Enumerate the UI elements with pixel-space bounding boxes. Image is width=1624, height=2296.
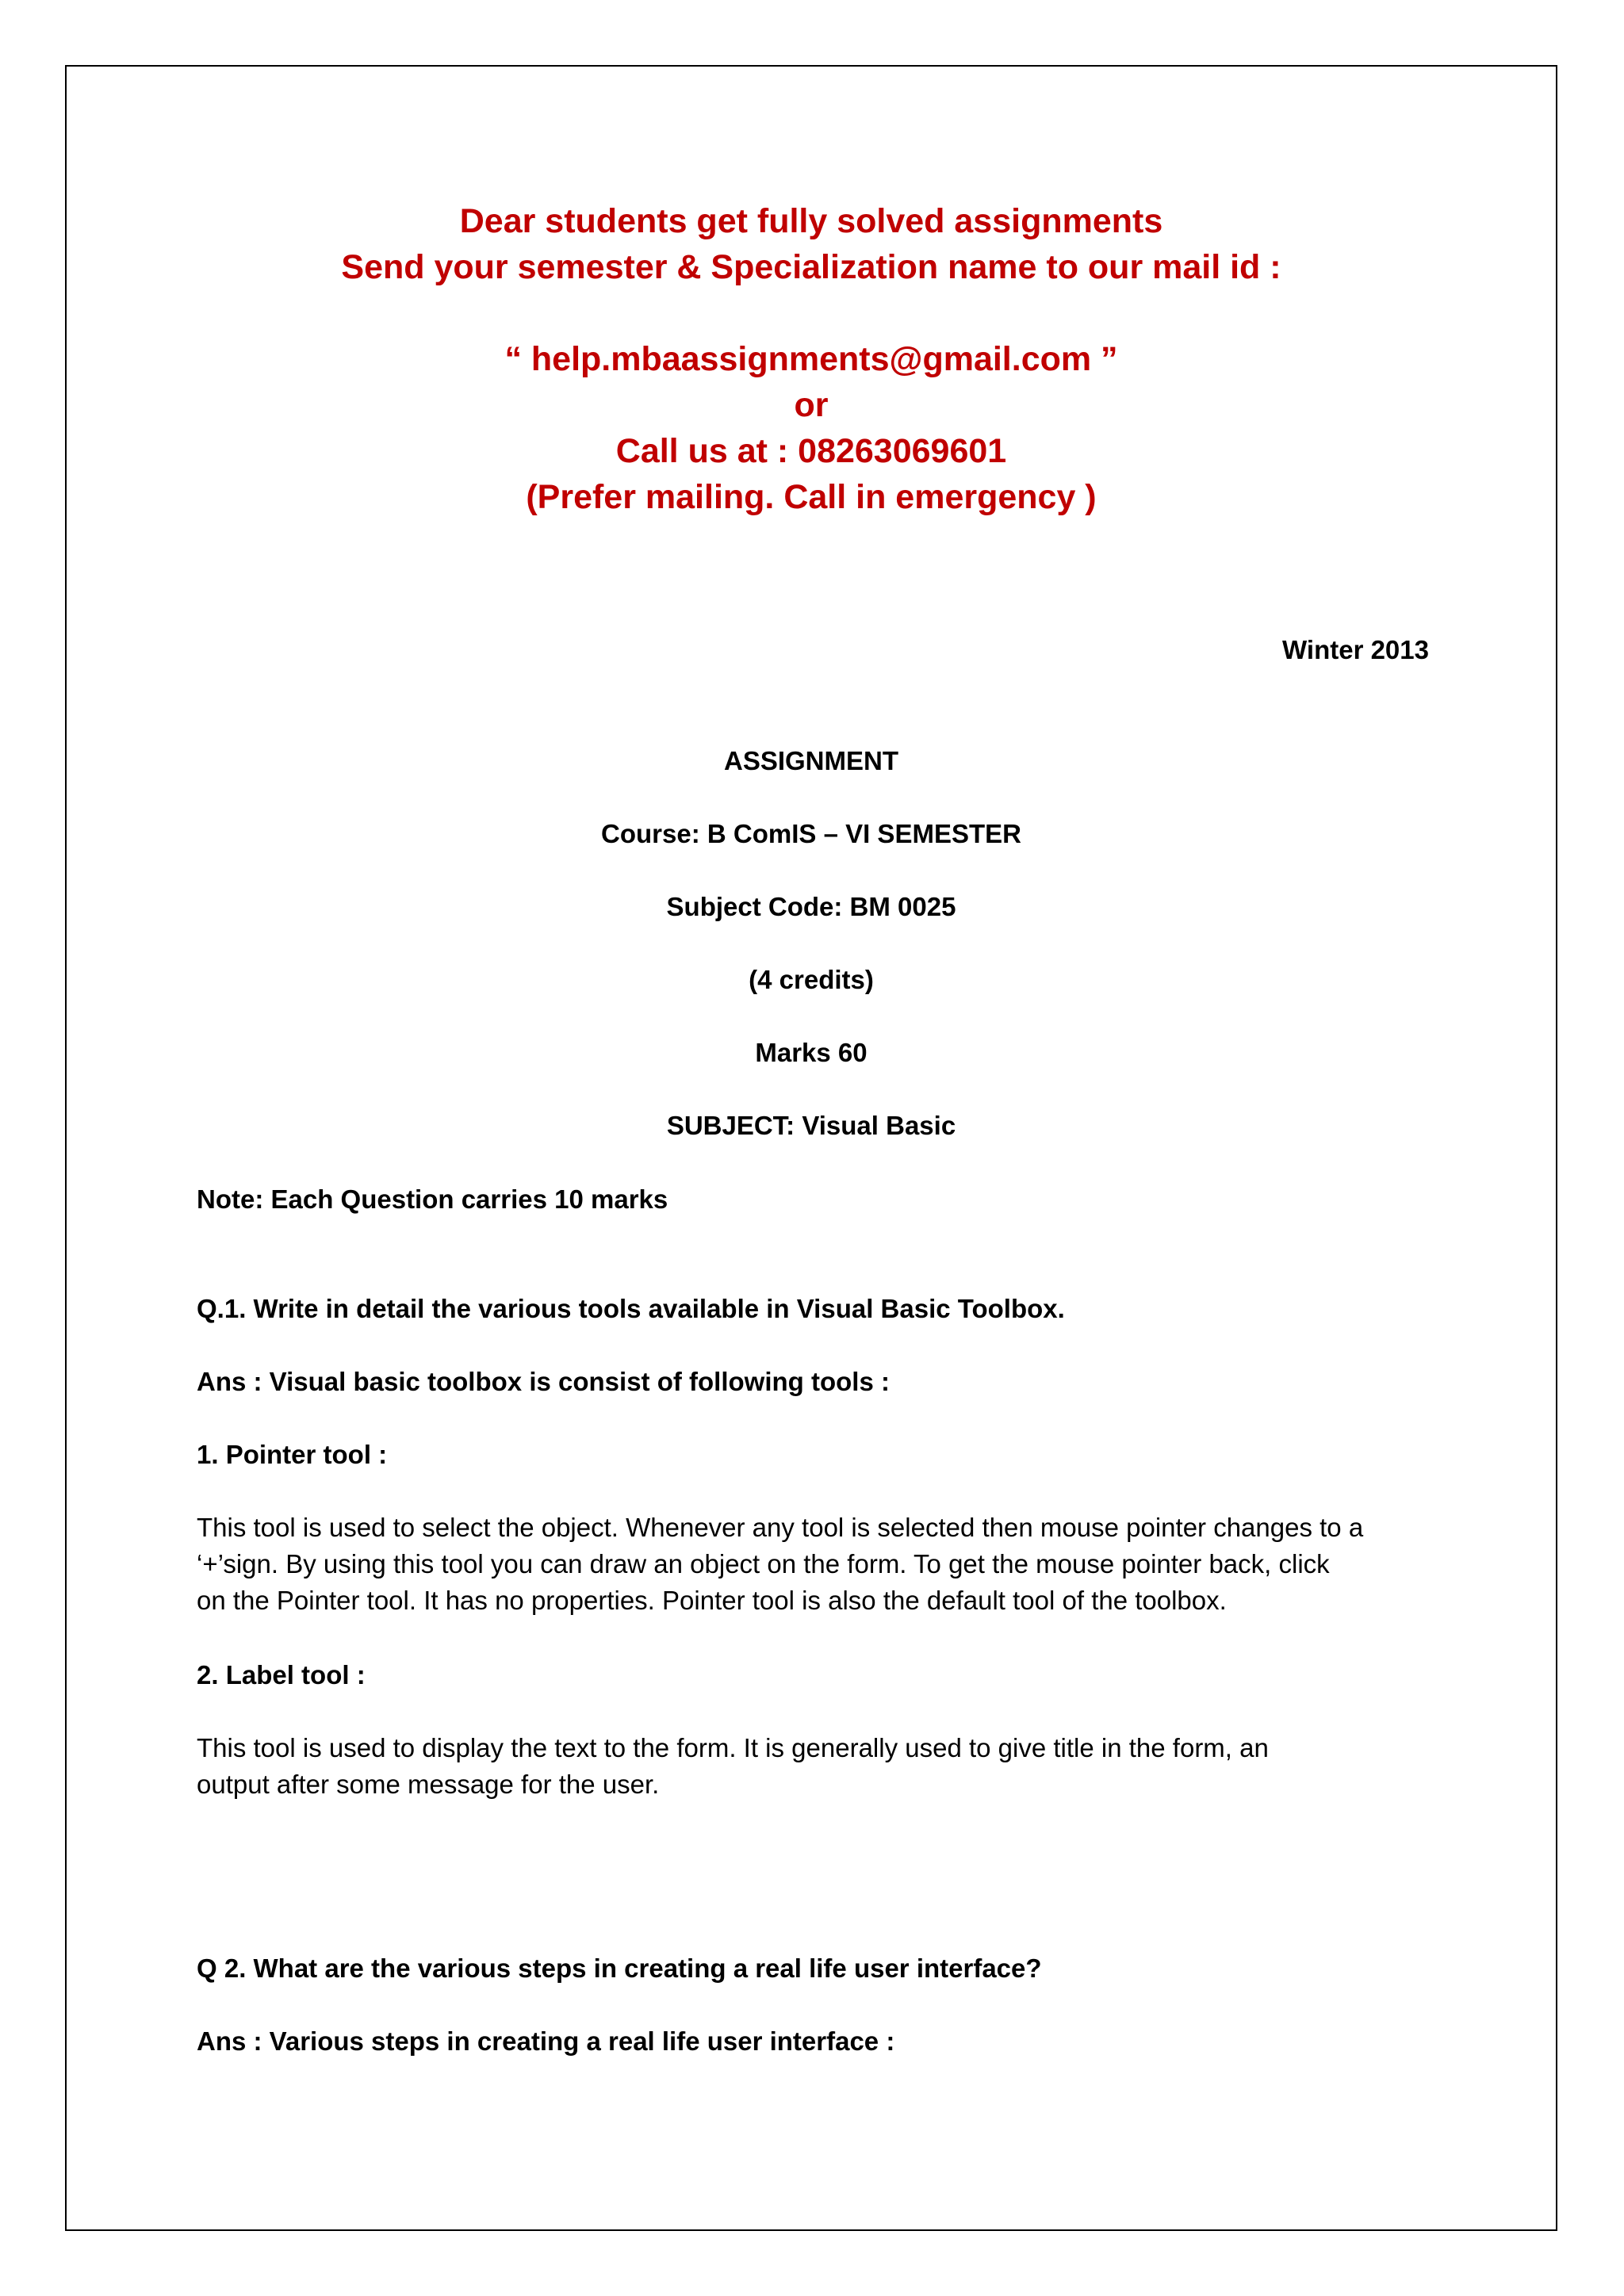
paragraph-line: ‘+’sign. By using this tool you can draw an object on the form. To get the mouse pointer back, click (197, 1549, 1330, 1578)
promo-prefer-note: (Prefer mailing. Call in emergency ) (526, 478, 1097, 516)
course-line: Course: B ComIS – VI SEMESTER (601, 819, 1021, 848)
q1-question: Q.1. Write in detail the various tools available in Visual Basic Toolbox. (197, 1294, 1065, 1323)
promo-header (65, 198, 1557, 531)
q2-question: Q 2. What are the various steps in creating a real life user interface? (197, 1954, 1042, 1983)
promo-line-2: Send your semester & Specialization name to our mail id : (341, 248, 1281, 286)
marks-line: Marks 60 (755, 1038, 868, 1067)
pointer-tool-heading: 1. Pointer tool : (197, 1440, 388, 1469)
paragraph-line: This tool is used to display the text to the form. It is generally used to give title in the form, an (197, 1733, 1269, 1762)
promo-email: “ help.mbaassignments@gmail.com ” (504, 340, 1118, 378)
paragraph-line: output after some message for the user. (197, 1770, 660, 1799)
pointer-tool-paragraph (197, 1510, 1434, 1619)
assignment-title: ASSIGNMENT (723, 746, 898, 775)
paragraph-line: on the Pointer tool. It has no properties. Pointer tool is also the default tool of the toolbox. (197, 1586, 1227, 1615)
paragraph-line: This tool is used to select the object. Whenever any tool is selected then mouse pointer changes to a (197, 1513, 1364, 1542)
assignment-info (65, 744, 1557, 1156)
q1-answer-intro: Ans : Visual basic toolbox is consist of following tools : (197, 1367, 890, 1396)
promo-phone: Call us at : 08263069601 (615, 432, 1007, 470)
label-tool-paragraph (197, 1730, 1434, 1803)
subject-line: SUBJECT: Visual Basic (666, 1111, 956, 1140)
promo-line-1: Dear students get fully solved assignments (459, 202, 1163, 240)
credits-line: (4 credits) (749, 965, 874, 994)
label-tool-heading: 2. Label tool : (197, 1660, 366, 1689)
promo-or: or (794, 386, 829, 424)
note-line: Note: Each Question carries 10 marks (197, 1184, 668, 1214)
q2-answer-intro: Ans : Various steps in creating a real life user interface : (197, 2026, 895, 2056)
subject-code-line: Subject Code: BM 0025 (666, 892, 956, 921)
term-label: Winter 2013 (1282, 635, 1429, 664)
